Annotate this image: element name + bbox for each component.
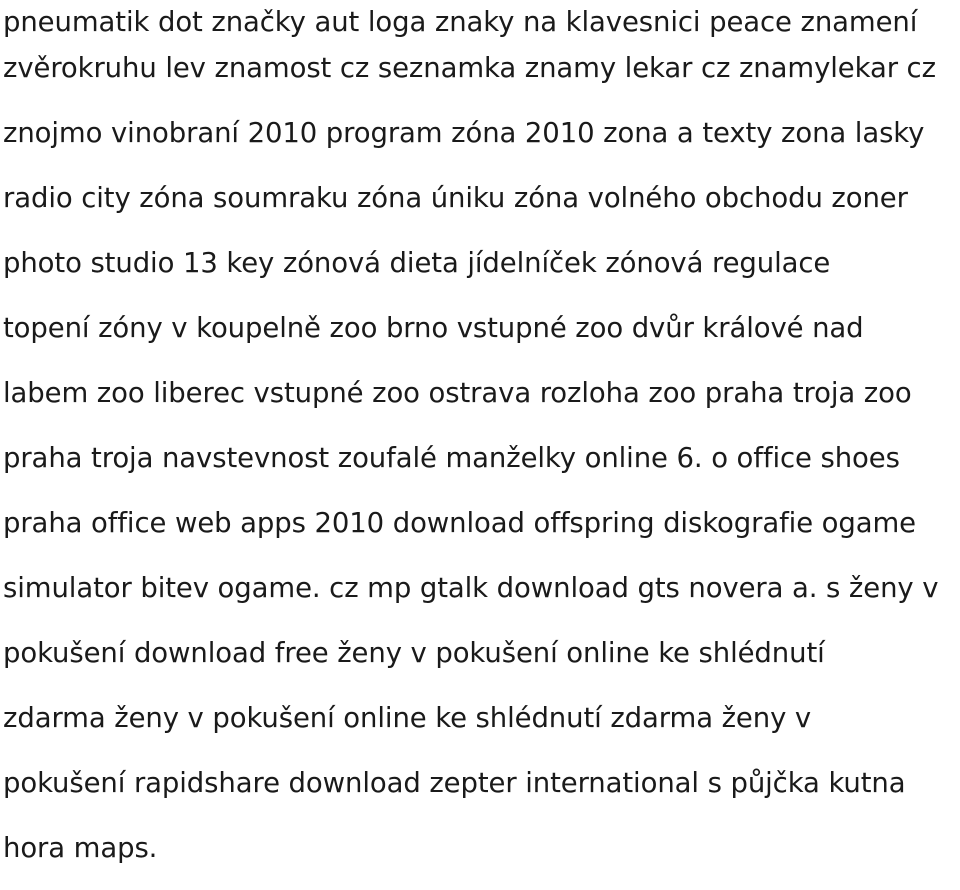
text-line-6: topení zóny v koupelně zoo brno vstupné zoo dvůr králové nad — [3, 312, 864, 344]
text-line-2: zvěrokruhu lev znamost cz seznamka znamy lekar cz znamylekar cz — [3, 52, 936, 84]
text-line-8: praha troja navstevnost zoufalé manželky online 6. o office shoes — [3, 442, 900, 474]
text-line-3: znojmo vinobraní 2010 program zóna 2010 zona a texty zona lasky — [3, 117, 925, 149]
text-line-9: praha office web apps 2010 download offspring diskografie ogame — [3, 507, 917, 539]
text-line-12: zdarma ženy v pokušení online ke shlédnutí zdarma ženy v — [3, 702, 812, 734]
text-line-13: pokušení rapidshare download zepter international s půjčka kutna — [3, 767, 906, 799]
text-line-10: simulator bitev ogame. cz mp gtalk download gts novera a. s ženy v — [3, 572, 939, 604]
text-line-4: radio city zóna soumraku zóna úniku zóna volného obchodu zoner — [3, 182, 908, 214]
text-line-1: pneumatik dot značky aut loga znaky na klavesnici peace znamení — [3, 6, 918, 38]
text-line-7: labem zoo liberec vstupné zoo ostrava rozloha zoo praha troja zoo — [3, 377, 912, 409]
text-line-11: pokušení download free ženy v pokušení online ke shlédnutí — [3, 637, 825, 669]
text-line-5: photo studio 13 key zónová dieta jídelníček zónová regulace — [3, 247, 831, 279]
text-line-14: hora maps. — [3, 832, 158, 864]
